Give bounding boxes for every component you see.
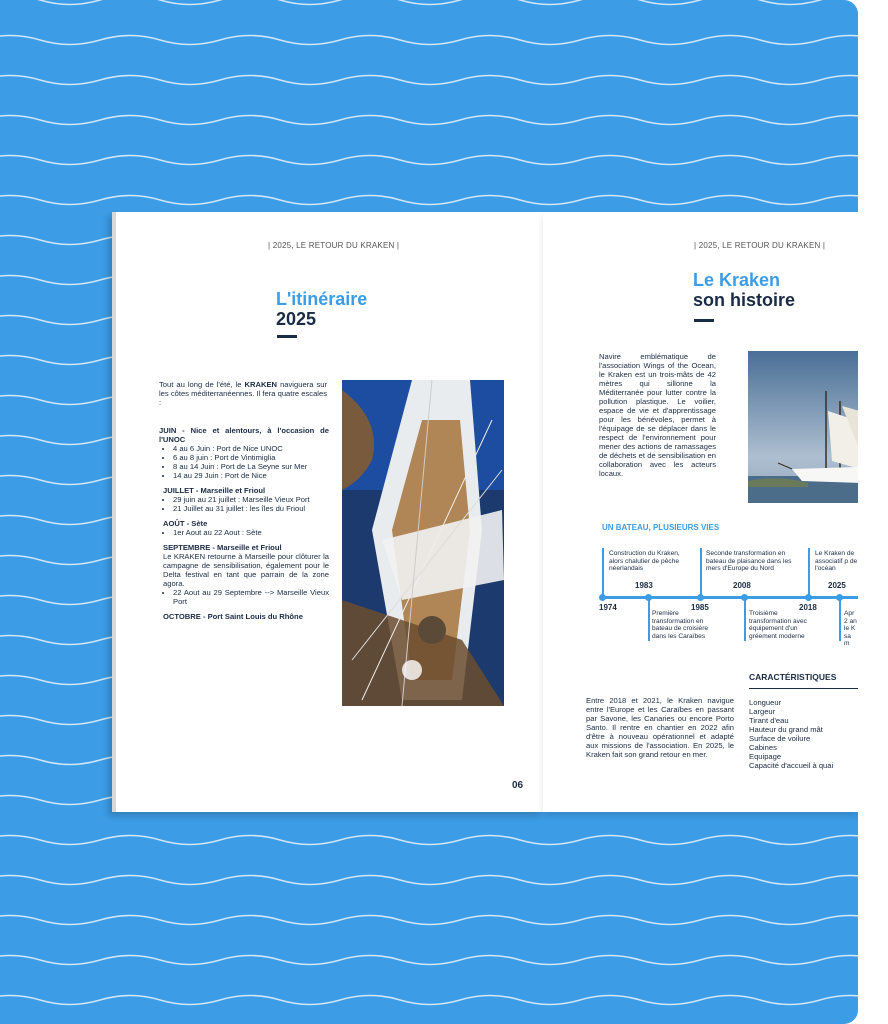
timeline-year: 1974 — [599, 603, 617, 612]
page-title — [693, 270, 795, 310]
tall-ship-photo — [748, 351, 858, 503]
characteristic-item: Equipage — [749, 752, 782, 761]
intro-paragraph: Navire emblématique de l'association Wings of the Ocean, le Kraken est un trois-mâts de 42 mètres qui sillonne la Méditerranée pour lutter contre la pollution plastique. Le voilier, espace de vie et d'apprentissage pour les bénévoles, permet à l'équipage de se déplacer dans le respect de l'environnement pour mener des actions de ramassages de déchets et de sensibilisation en collaboration avec les acteurs locaux. — [599, 352, 716, 478]
timeline-event: Apr 2 an le K sa m — [844, 610, 857, 647]
characteristic-item: Largeur — [749, 707, 776, 716]
title-line1: Le Kraken — [693, 270, 781, 290]
timeline-heading: UN BATEAU, PLUSIEURS VIES — [602, 523, 720, 532]
characteristics-heading: CARACTÉRISTIQUES — [749, 672, 837, 682]
list-item: • 6 au 8 juin : Port de Vintimiglia — [173, 453, 329, 462]
characteristics-rule — [749, 688, 858, 689]
running-header: | 2025, LE RETOUR DU KRAKEN | — [694, 241, 826, 250]
intro-paragraph: Tout au long de l'été, le KRAKEN naviguera sur les côtes méditerranéennes. Il fera quatre escales : — [159, 380, 327, 407]
wave-line — [0, 76, 858, 85]
stops-list — [159, 588, 329, 606]
characteristic-item: Cabines — [749, 743, 777, 752]
timeline-dot — [836, 594, 843, 601]
title-underline — [277, 335, 297, 338]
list-item: • 8 au 14 Juin : Port de La Seyne sur Mer — [173, 462, 329, 471]
stops-list — [159, 495, 329, 513]
section-heading: AOÛT - Sète — [163, 519, 208, 528]
list-item: • 1er Aout au 22 Aout : Sète — [173, 528, 329, 537]
timeline-dot — [599, 594, 606, 601]
stops-list — [159, 528, 329, 537]
characteristic-item: Capacité d'accueil à quai — [749, 761, 834, 770]
wave-line — [0, 916, 858, 925]
section-heading: SEPTEMBRE - Marseille et Frioul — [163, 543, 282, 552]
title-underline — [694, 319, 714, 322]
history-paragraph: Entre 2018 et 2021, le Kraken navigue entre l'Europe et les Caraïbes en passant par Savone, les Canaries ou encore Porto Santo. Il rentre en chantier en 2022 afin d'être à nouveau opérationnel et adapté aux missions de l'association. En 2025, le Kraken fait son grand retour en mer. — [586, 696, 734, 759]
timeline-dot — [805, 594, 812, 601]
right-page — [543, 212, 858, 812]
wave-line — [0, 156, 858, 165]
timeline-stem — [700, 548, 702, 596]
wave-line — [0, 196, 858, 205]
timeline-dot — [645, 594, 652, 601]
characteristic-item: Hauteur du grand mât — [749, 725, 823, 734]
timeline-event: Troisième transformation avec équipement d'un gréement moderne — [749, 610, 807, 640]
timeline-event: Le Kraken de associatif p de l'océan — [815, 550, 858, 572]
wave-line — [0, 36, 858, 45]
timeline-event: Seconde transformation en bateau de plaisance dans les mers d'Europe du Nord — [706, 550, 792, 572]
list-item: • 14 au 29 Juin : Port de Nice — [173, 471, 329, 480]
title-line2: 2025 — [276, 309, 317, 329]
characteristic-item: Surface de voilure — [749, 734, 811, 743]
running-header: | 2025, LE RETOUR DU KRAKEN | — [268, 241, 400, 250]
ship-deck-photo — [342, 380, 504, 706]
title-line2: son histoire — [693, 290, 796, 310]
list-item: • 22 Aout au 29 Septembre --> Marseille Vieux Port — [173, 588, 329, 606]
timeline-stem — [648, 599, 650, 641]
timeline-year: 1985 — [691, 603, 709, 612]
timeline-axis — [601, 596, 858, 599]
timeline-stem — [602, 548, 604, 596]
left-page — [112, 212, 544, 812]
page-number: 06 — [512, 780, 524, 791]
timeline-year: 2018 — [799, 603, 817, 612]
list-item: • 4 au 6 Juin : Port de Nice UNOC — [173, 444, 329, 453]
timeline-year: 2008 — [733, 581, 751, 590]
characteristics-list — [749, 698, 858, 770]
timeline-year: 1983 — [635, 581, 653, 590]
timeline-event: Construction du Kraken, alors chalutier de pêche néerlandais — [609, 550, 680, 572]
wave-line — [0, 876, 858, 885]
section-heading: OCTOBRE - Port Saint Louis du Rhône — [163, 612, 303, 621]
timeline-event: Première transformation en bateau de croisière dans les Caraïbes — [652, 610, 709, 640]
wave-line — [0, 956, 858, 965]
list-item: • 29 juin au 21 juillet : Marseille Vieux Port — [173, 495, 329, 504]
characteristic-item: Longueur — [749, 698, 782, 707]
section-body: Le KRAKEN retourne à Marseille pour clôturer la campagne de sensibilisation, également pour le Delta festival en tant que parrain de la zone agora. — [163, 552, 329, 588]
timeline-dot — [741, 594, 748, 601]
section-heading: JUIN - Nice et alentours, à l'occasion de l'UNOC — [159, 426, 329, 444]
timeline-dot — [697, 594, 704, 601]
characteristic-item: Tirant d'eau — [749, 716, 789, 725]
title-line1: L'itinéraire — [276, 289, 368, 309]
list-item: • 21 Juillet au 31 juillet : les îles du Frioul — [173, 504, 329, 513]
stops-list — [159, 444, 329, 480]
timeline-year: 2025 — [828, 581, 846, 590]
timeline-stem — [839, 599, 841, 641]
wave-line — [0, 836, 858, 845]
wave-line — [0, 116, 858, 125]
page-title — [276, 289, 367, 329]
timeline-stem — [744, 599, 746, 641]
wave-line — [0, 0, 858, 5]
wave-line — [0, 996, 858, 1005]
itinerary-list — [159, 426, 329, 621]
section-heading: JUILLET - Marseille et Frioul — [163, 486, 266, 495]
timeline-stem — [808, 548, 810, 596]
